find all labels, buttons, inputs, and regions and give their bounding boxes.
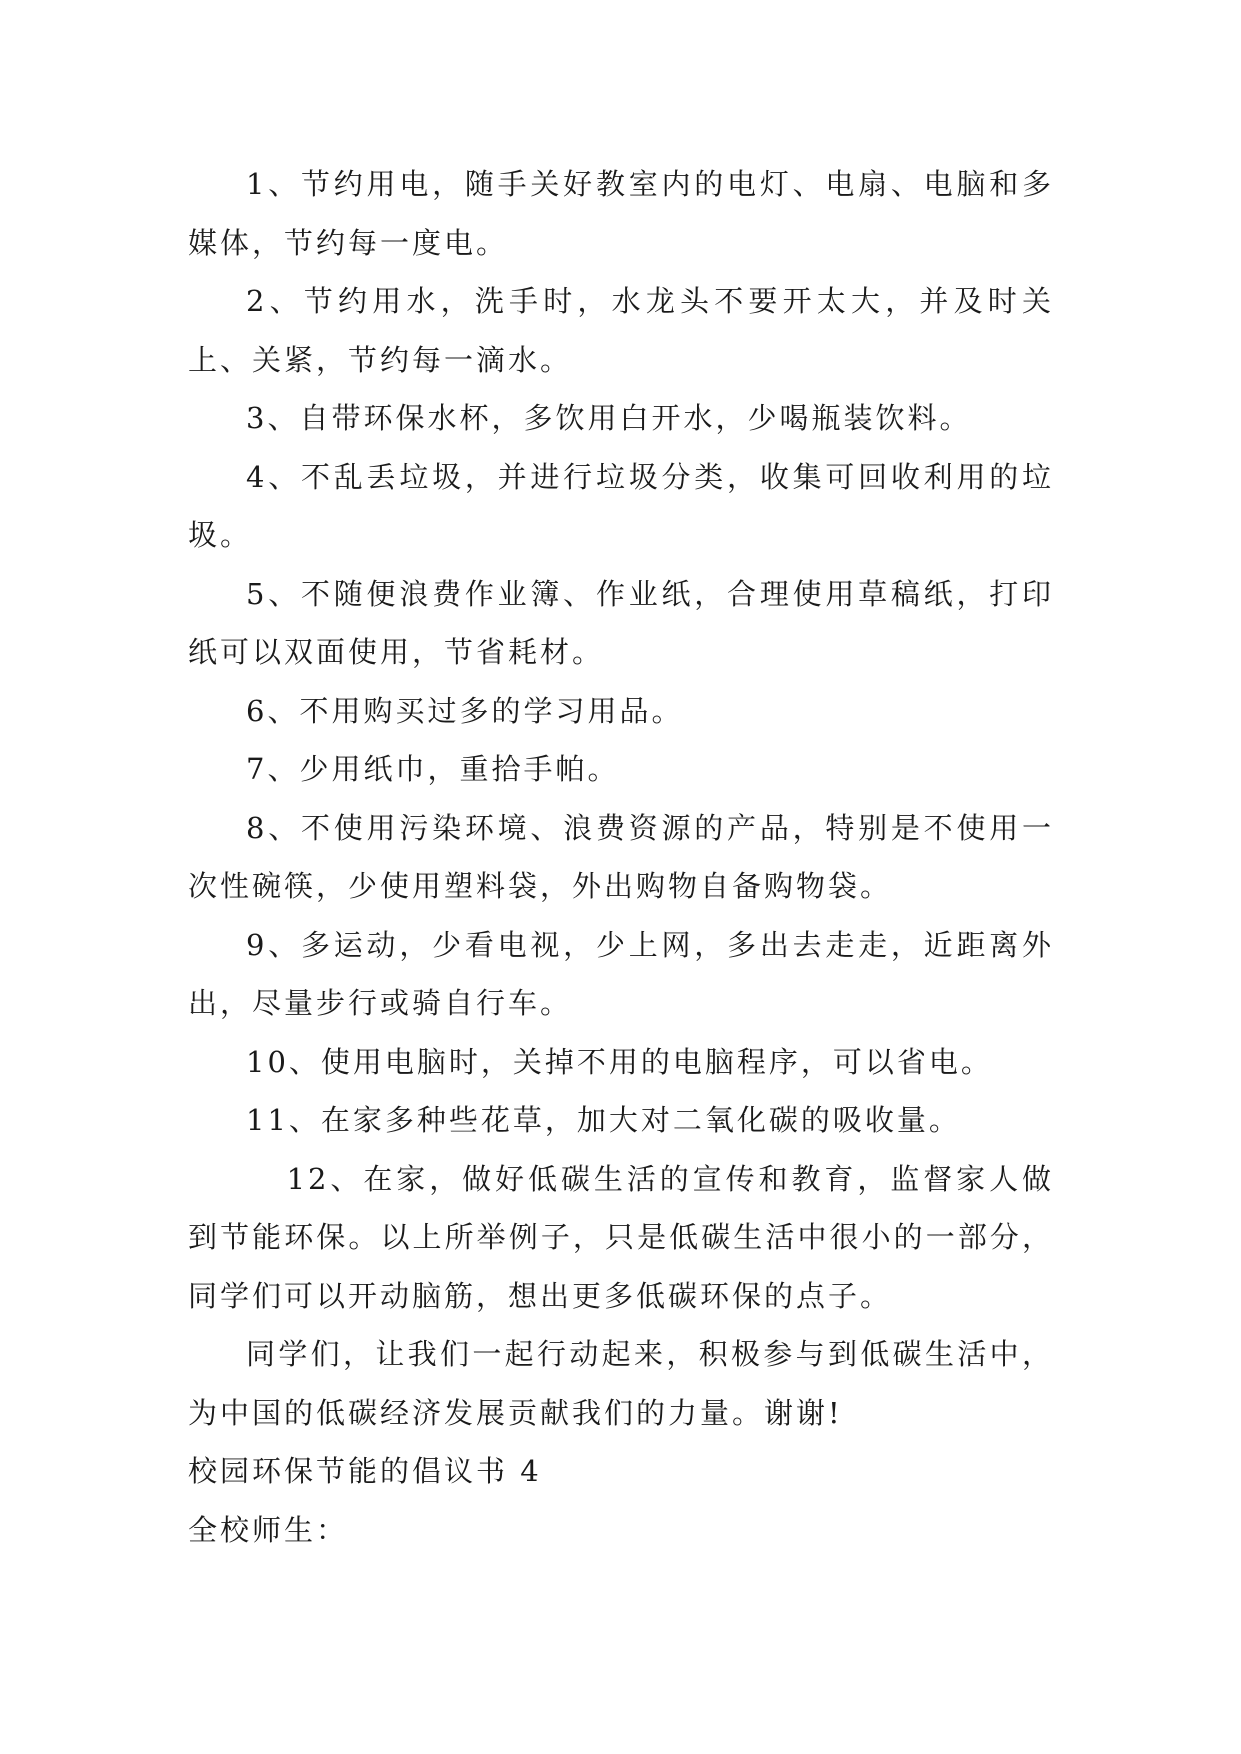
paragraph-item-6: 6、不用购买过多的学习用品。 [246, 693, 684, 728]
paragraph-item-2: 2、节约用水，洗手时，水龙头不要开太大，并及时关上、关紧，节约每一滴水。 [188, 284, 1054, 377]
section-title: 校园环保节能的倡议书 4 [188, 1454, 542, 1488]
paragraph-item-3: 3、自带环保水杯，多饮用白开水，少喝瓶装饮料。 [246, 401, 972, 435]
paragraph-item-5: 5、不随便浪费作业簿、作业纸，合理使用草稿纸，打印纸可以双面使用，节省耗材。 [188, 576, 1054, 669]
paragraph-item-4: 4、不乱丢垃圾，并进行垃圾分类，收集可回收利用的垃圾。 [188, 459, 1054, 552]
closing-paragraph: 同学们，让我们一起行动起来，积极参与到低碳生活中，为中国的低碳经济发展贡献我们的力量。谢谢! [188, 1337, 1054, 1430]
paragraph-item-7: 7、少用纸巾，重拾手帕。 [246, 752, 620, 786]
salutation: 全校师生： [188, 1512, 349, 1547]
document-body [188, 155, 1054, 1559]
paragraph-item-9: 9、多运动，少看电视，少上网，多出去走走，近距离外出，尽量步行或骑自行车。 [188, 927, 1054, 1020]
paragraph-item-12: 12、在家，做好低碳生活的宣传和教育，监督家人做到节能环保。以上所举例子，只是低碳生活中很小的一部分，同学们可以开动脑筋，想出更多低碳环保的点子。 [188, 1161, 1054, 1313]
paragraph-item-11: 11、在家多种些花草，加大对二氧化碳的吸收量。 [246, 1103, 961, 1137]
paragraph-item-1: 1、节约用电，随手关好教室内的电灯、电扇、电脑和多媒体，节约每一度电。 [188, 167, 1054, 260]
paragraph-item-10: 10、使用电脑时，关掉不用的电脑程序，可以省电。 [246, 1044, 993, 1079]
paragraph-item-8: 8、不使用污染环境、浪费资源的产品，特别是不使用一次性碗筷，少使用塑料袋，外出购物自备购物袋。 [188, 810, 1054, 903]
